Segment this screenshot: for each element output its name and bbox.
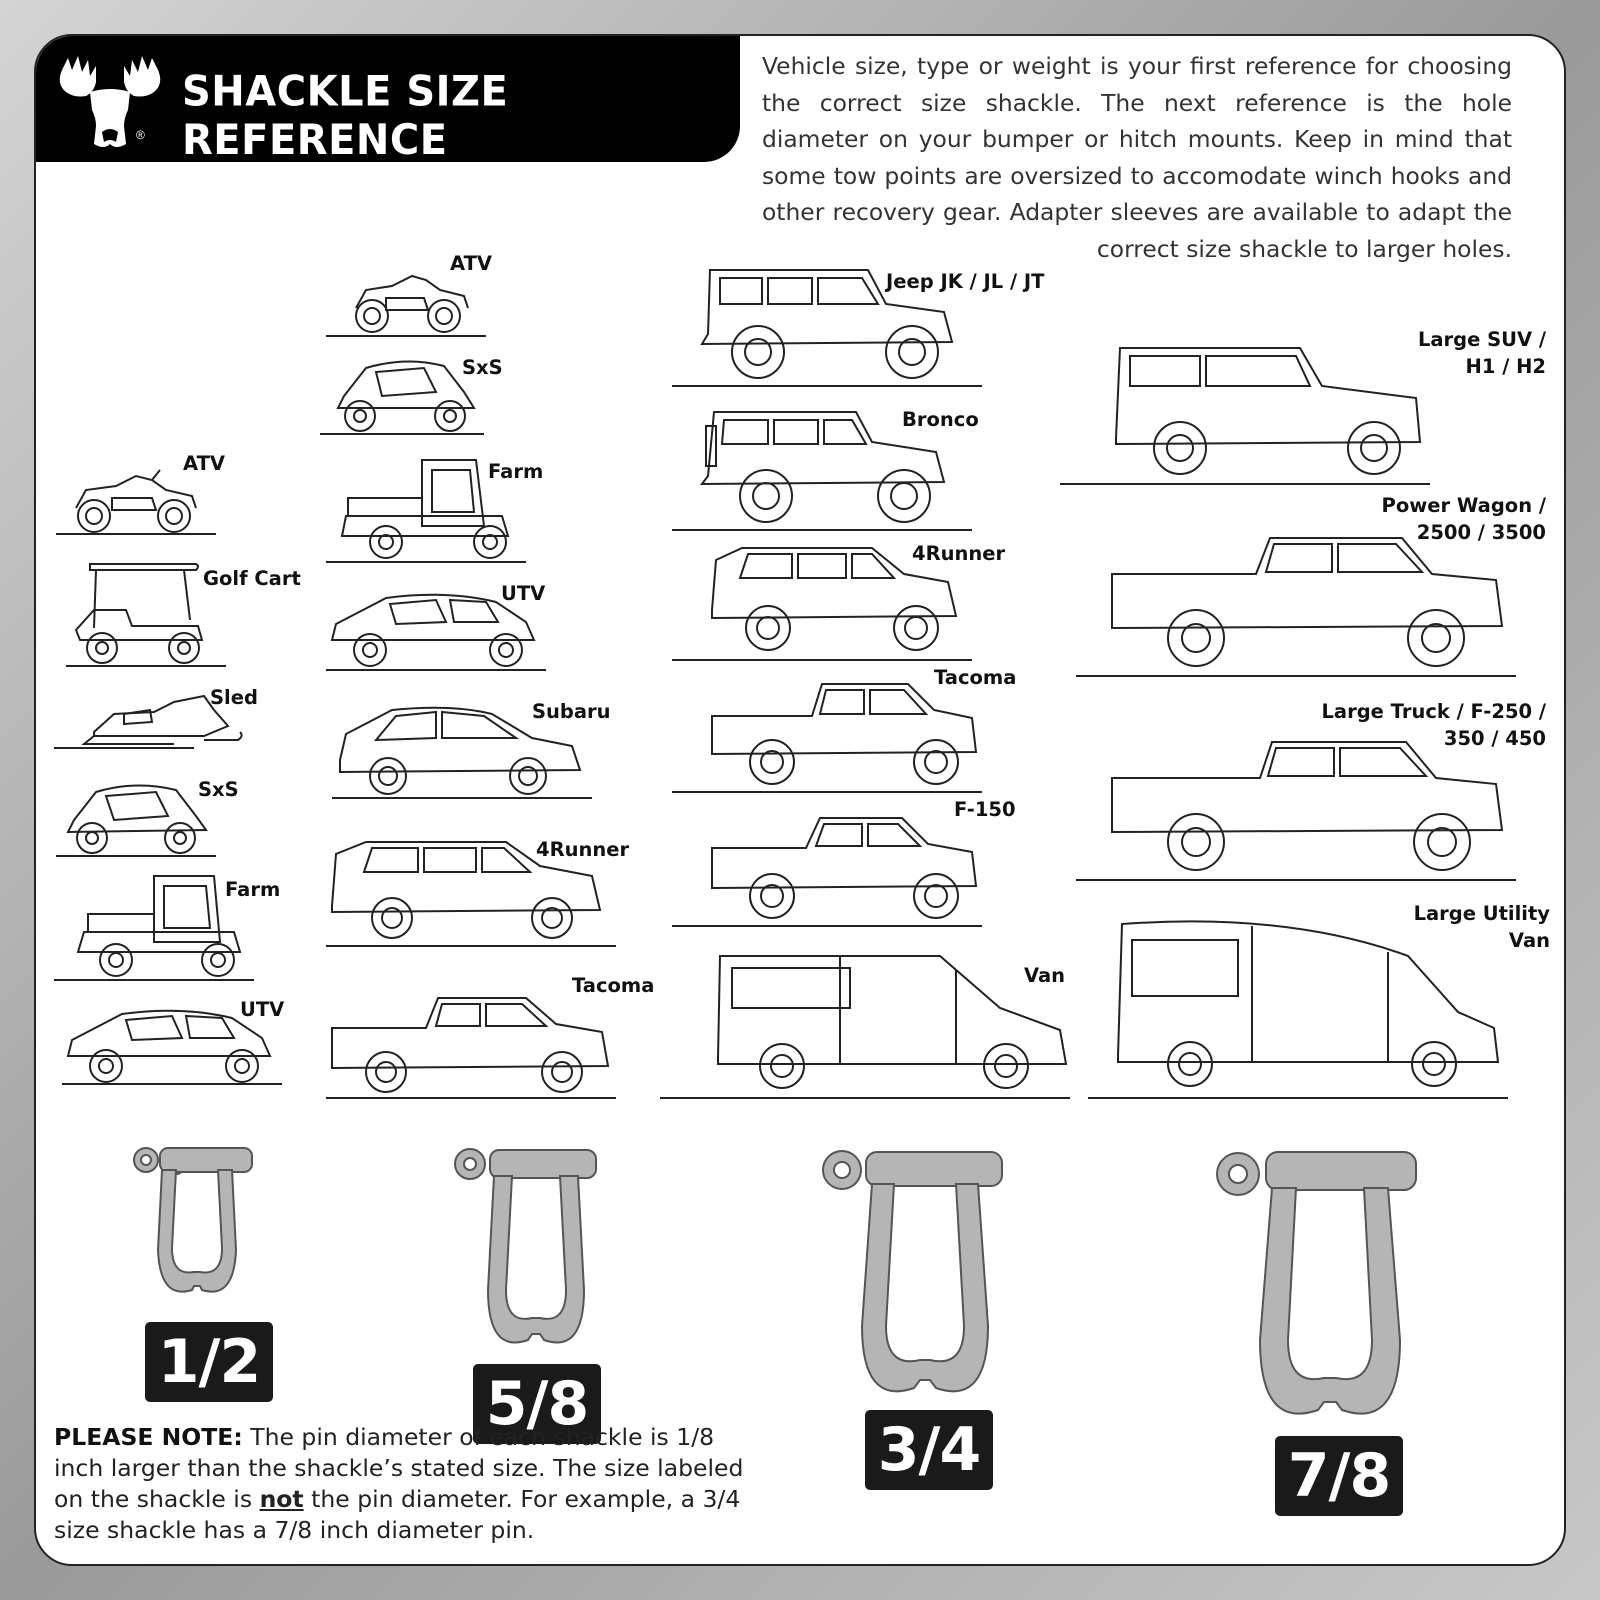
vehicle-label: Jeep JK / JL / JT (886, 270, 1045, 293)
vehicle-label: Sled (210, 686, 258, 709)
size-badge: 7/8 (1275, 1436, 1403, 1516)
snowmobile-icon (54, 692, 244, 750)
registered-mark: ® (136, 128, 145, 142)
pickup-icon (326, 992, 616, 1100)
vehicle-label: SxS (198, 778, 239, 801)
vehicle-label: Farm (225, 878, 281, 901)
vehicle-label-line2: 2500 / 3500 (1416, 521, 1546, 544)
atv-icon (326, 268, 486, 338)
shackle-icon (1216, 1140, 1426, 1442)
size-badge: 1/2 (145, 1322, 273, 1402)
vehicle-label: Subaru (532, 700, 611, 723)
vehicle-label: F-150 (954, 798, 1016, 821)
size-badge: 5/8 (473, 1364, 601, 1444)
please-note (54, 1422, 754, 1546)
vehicle-label: Van (1024, 964, 1066, 987)
vehicle-label-line1: Large SUV / (1417, 328, 1546, 351)
vehicle-label: ATV (183, 452, 225, 475)
dually-truck-icon (1076, 734, 1516, 882)
suv-icon (672, 540, 972, 662)
shackle-icon (132, 1140, 262, 1310)
suv-icon (326, 836, 616, 948)
shackle-icon (454, 1140, 604, 1368)
hatchback-icon (332, 700, 592, 800)
bronco-icon (672, 406, 972, 532)
vehicle-label-line1: Power Wagon / (1381, 494, 1546, 517)
pickup-icon (672, 676, 982, 794)
vehicle-label: Golf Cart (203, 567, 301, 590)
note-emphasis: not (259, 1485, 304, 1513)
vehicle-label-line2: Van (1508, 929, 1550, 952)
vehicle-label: Tacoma (934, 666, 1017, 689)
note-lead: PLEASE NOTE: (54, 1423, 243, 1451)
high-roof-van-icon (1088, 916, 1508, 1100)
header-banner (36, 36, 740, 165)
size-badge: 3/4 (865, 1410, 993, 1490)
note-text-2: the pin diameter. For example, a 3/4 size shackle has a 7/8 inch diameter pin. (54, 1485, 741, 1544)
page-title: SHACKLE SIZE REFERENCE (182, 67, 509, 165)
vehicle-label-line2: 350 / 450 (1443, 727, 1546, 750)
sxs-icon (320, 356, 484, 436)
vehicle-label: ATV (450, 252, 492, 275)
intro-paragraph: Vehicle size, type or weight is your first reference for choosing the correct size shackle. The next reference is the hole diameter on your bumper or hitch mounts. Keep in mind that some tow points are oversized to accomodate winch hooks and other recovery gear. Adapter sleeves are available to adapt the correct size shackle to larger holes. (762, 52, 1512, 263)
jeep-icon (672, 264, 982, 388)
reference-card (34, 34, 1566, 1566)
vehicle-label: 4Runner (536, 838, 630, 861)
atv-icon (56, 468, 216, 536)
vehicle-label: SxS (462, 356, 503, 379)
hummer-icon (1060, 338, 1430, 486)
heavy-pickup-icon (1076, 530, 1516, 678)
vehicle-label: UTV (240, 998, 285, 1021)
vehicle-label: 4Runner (912, 542, 1006, 565)
vehicle-label-line2: H1 / H2 (1465, 355, 1546, 378)
vehicle-label: Tacoma (572, 974, 655, 997)
moose-logo-icon (54, 52, 166, 152)
note-text-1: The pin diameter of each shackle is 1/8 inch larger than the shackle’s stated size. The size labeled on the shackle is (54, 1423, 744, 1513)
van-icon (660, 948, 1070, 1100)
shackle-icon (822, 1140, 1012, 1418)
utv-icon (326, 588, 546, 672)
utv-icon (62, 1004, 282, 1086)
vehicle-label-line1: Large Utility (1413, 902, 1550, 925)
vehicle-label: UTV (501, 582, 546, 605)
farm-utv-icon (326, 456, 526, 564)
vehicle-label: Bronco (902, 408, 979, 431)
vehicle-label-line1: Large Truck / F-250 / (1321, 700, 1546, 723)
vehicle-label: Farm (488, 460, 544, 483)
farm-utv-icon (54, 872, 254, 982)
sxs-icon (56, 780, 216, 858)
golf-cart-icon (66, 560, 226, 668)
pickup-icon (672, 812, 982, 928)
